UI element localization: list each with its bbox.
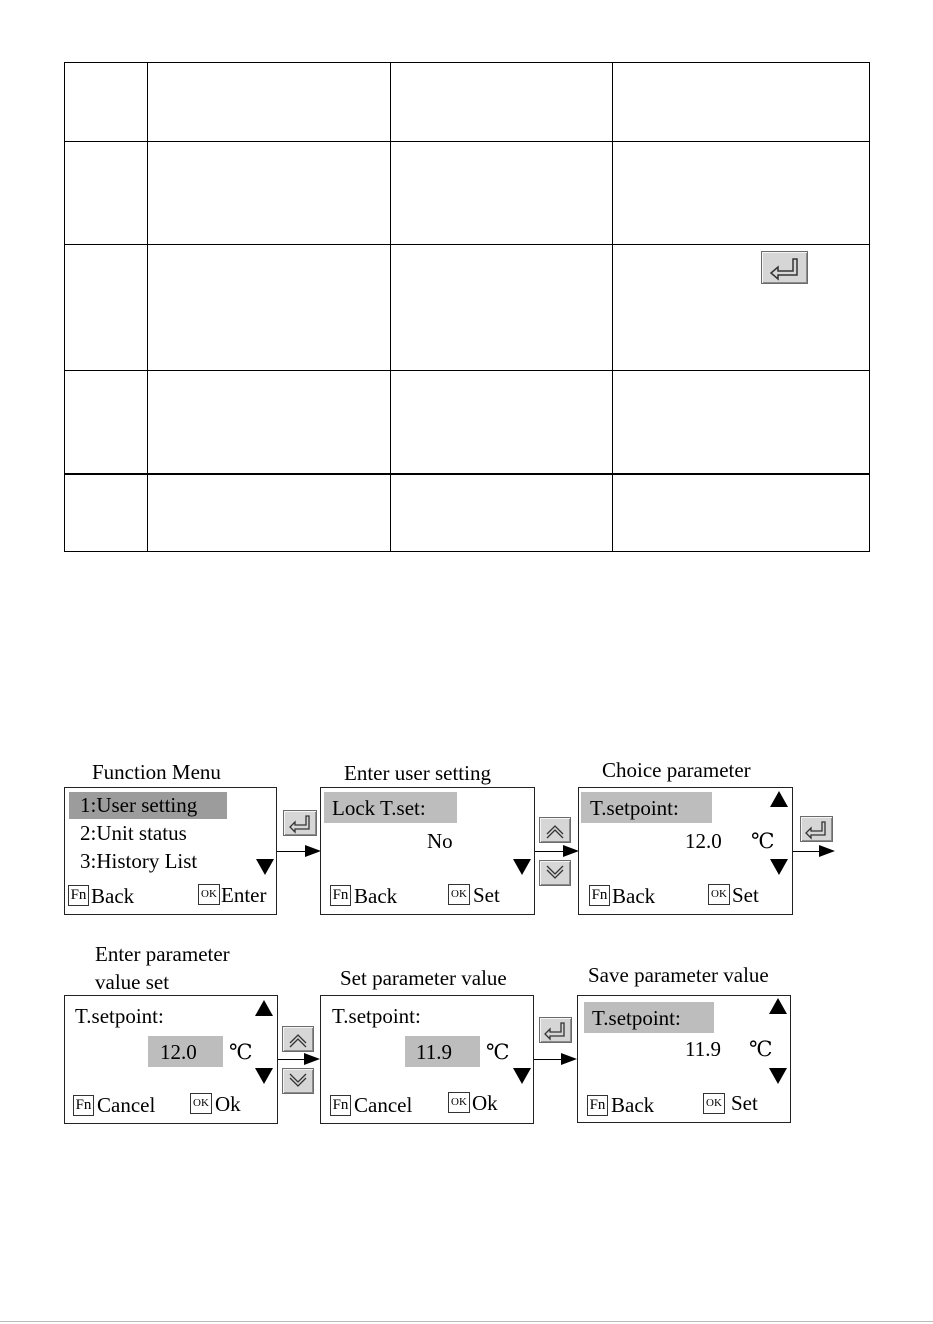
- tsetpoint-value: 12.0: [685, 829, 722, 853]
- menu-item-unit-status[interactable]: 2:Unit status: [80, 821, 187, 845]
- scroll-down-icon: [513, 1068, 531, 1084]
- table-border-top: [64, 62, 870, 63]
- fn-key-icon[interactable]: Fn: [330, 885, 351, 906]
- tsetpoint-label: T.setpoint:: [332, 1004, 421, 1028]
- lock-tset-value: No: [427, 829, 453, 853]
- ok-label: Set: [731, 1091, 758, 1115]
- table-border-left: [64, 62, 65, 552]
- celsius-unit: ℃: [486, 1040, 510, 1064]
- fn-label: Back: [612, 884, 656, 908]
- choice-parameter-screen: [578, 787, 793, 915]
- scroll-down-icon: [255, 1068, 273, 1084]
- flow-arrow-head: [561, 1053, 577, 1065]
- enter-key-icon[interactable]: [539, 1017, 572, 1043]
- caption-save-parameter-value: Save parameter value: [588, 963, 769, 987]
- tsetpoint-label: T.setpoint:: [75, 1004, 164, 1028]
- fn-key-icon[interactable]: Fn: [587, 1095, 608, 1116]
- lock-tset-label: Lock T.set:: [332, 796, 426, 820]
- table-row-divider: [64, 473, 870, 475]
- page-bottom-rule: [0, 1321, 933, 1322]
- up-key-icon[interactable]: [539, 817, 571, 843]
- caption-choice-parameter: Choice parameter: [602, 758, 751, 782]
- table-border-right: [869, 62, 870, 552]
- flow-arrow-head: [819, 845, 835, 857]
- flow-arrow: [277, 851, 307, 852]
- flow-arrow-head: [304, 1053, 320, 1065]
- caption-value-set: value set: [95, 970, 170, 994]
- ok-key-icon[interactable]: OK: [703, 1093, 725, 1114]
- fn-label: Cancel: [354, 1093, 413, 1117]
- scroll-down-icon: [256, 859, 274, 875]
- table-row-divider: [64, 370, 870, 371]
- scroll-up-icon: [769, 998, 787, 1014]
- flow-arrow: [534, 1059, 563, 1060]
- scroll-down-icon: [513, 859, 531, 875]
- scroll-up-icon: [770, 791, 788, 807]
- fn-key-icon[interactable]: Fn: [589, 885, 610, 906]
- table-col-divider: [147, 62, 148, 552]
- tsetpoint-value[interactable]: 12.0: [160, 1040, 197, 1064]
- user-setting-screen: [320, 787, 535, 915]
- tsetpoint-label: T.setpoint:: [590, 796, 679, 820]
- enter-key-icon[interactable]: [283, 810, 317, 836]
- down-key-icon[interactable]: [539, 860, 571, 886]
- enter-key-icon[interactable]: [800, 816, 833, 842]
- menu-item-history-list[interactable]: 3:History List: [80, 849, 198, 873]
- tsetpoint-value: 11.9: [685, 1037, 721, 1061]
- tsetpoint-label: T.setpoint:: [592, 1006, 681, 1030]
- ok-key-icon[interactable]: OK: [448, 884, 470, 905]
- set-value-screen: [320, 995, 534, 1124]
- flow-arrow-head: [305, 845, 321, 857]
- ok-label: Set: [732, 883, 759, 907]
- flow-arrow-head: [563, 845, 579, 857]
- up-key-icon[interactable]: [282, 1026, 314, 1052]
- fn-label: Back: [354, 884, 398, 908]
- table-col-divider: [612, 62, 613, 552]
- fn-label: Cancel: [97, 1093, 156, 1117]
- caption-enter-parameter: Enter parameter: [95, 942, 230, 966]
- celsius-unit: ℃: [749, 1037, 773, 1061]
- caption-function-menu: Function Menu: [92, 760, 221, 784]
- parameter-table: [64, 62, 870, 552]
- celsius-unit: ℃: [751, 829, 775, 853]
- ok-label: Enter: [221, 883, 267, 907]
- fn-key-icon[interactable]: Fn: [68, 885, 89, 906]
- tsetpoint-value[interactable]: 11.9: [416, 1040, 452, 1064]
- save-value-screen: [577, 995, 791, 1123]
- scroll-down-icon: [770, 859, 788, 875]
- flow-arrow: [278, 1059, 306, 1060]
- table-border-bottom: [64, 551, 870, 552]
- ok-label: Ok: [472, 1091, 498, 1115]
- ok-label: Ok: [215, 1092, 241, 1116]
- table-row-divider: [64, 244, 870, 245]
- scroll-up-icon: [255, 1000, 273, 1016]
- fn-key-icon[interactable]: Fn: [73, 1095, 94, 1116]
- enter-key-icon: [761, 251, 808, 284]
- function-menu-screen: [64, 787, 277, 915]
- scroll-down-icon: [769, 1068, 787, 1084]
- caption-set-parameter-value: Set parameter value: [340, 966, 507, 990]
- ok-key-icon[interactable]: OK: [708, 884, 730, 905]
- table-row-divider: [64, 141, 870, 142]
- ok-key-icon[interactable]: OK: [190, 1093, 212, 1114]
- caption-enter-user-setting: Enter user setting: [344, 761, 491, 785]
- fn-key-icon[interactable]: Fn: [330, 1095, 351, 1116]
- enter-value-screen: [64, 995, 278, 1124]
- flow-arrow: [535, 851, 565, 852]
- ok-label: Set: [473, 883, 500, 907]
- fn-label: Back: [91, 884, 135, 908]
- menu-item-user-setting[interactable]: 1:User setting: [80, 793, 198, 817]
- flow-arrow: [793, 851, 821, 852]
- ok-key-icon[interactable]: OK: [198, 884, 220, 905]
- down-key-icon[interactable]: [282, 1068, 314, 1094]
- table-col-divider: [390, 62, 391, 552]
- ok-key-icon[interactable]: OK: [448, 1092, 470, 1113]
- fn-label: Back: [611, 1093, 655, 1117]
- celsius-unit: ℃: [229, 1040, 253, 1064]
